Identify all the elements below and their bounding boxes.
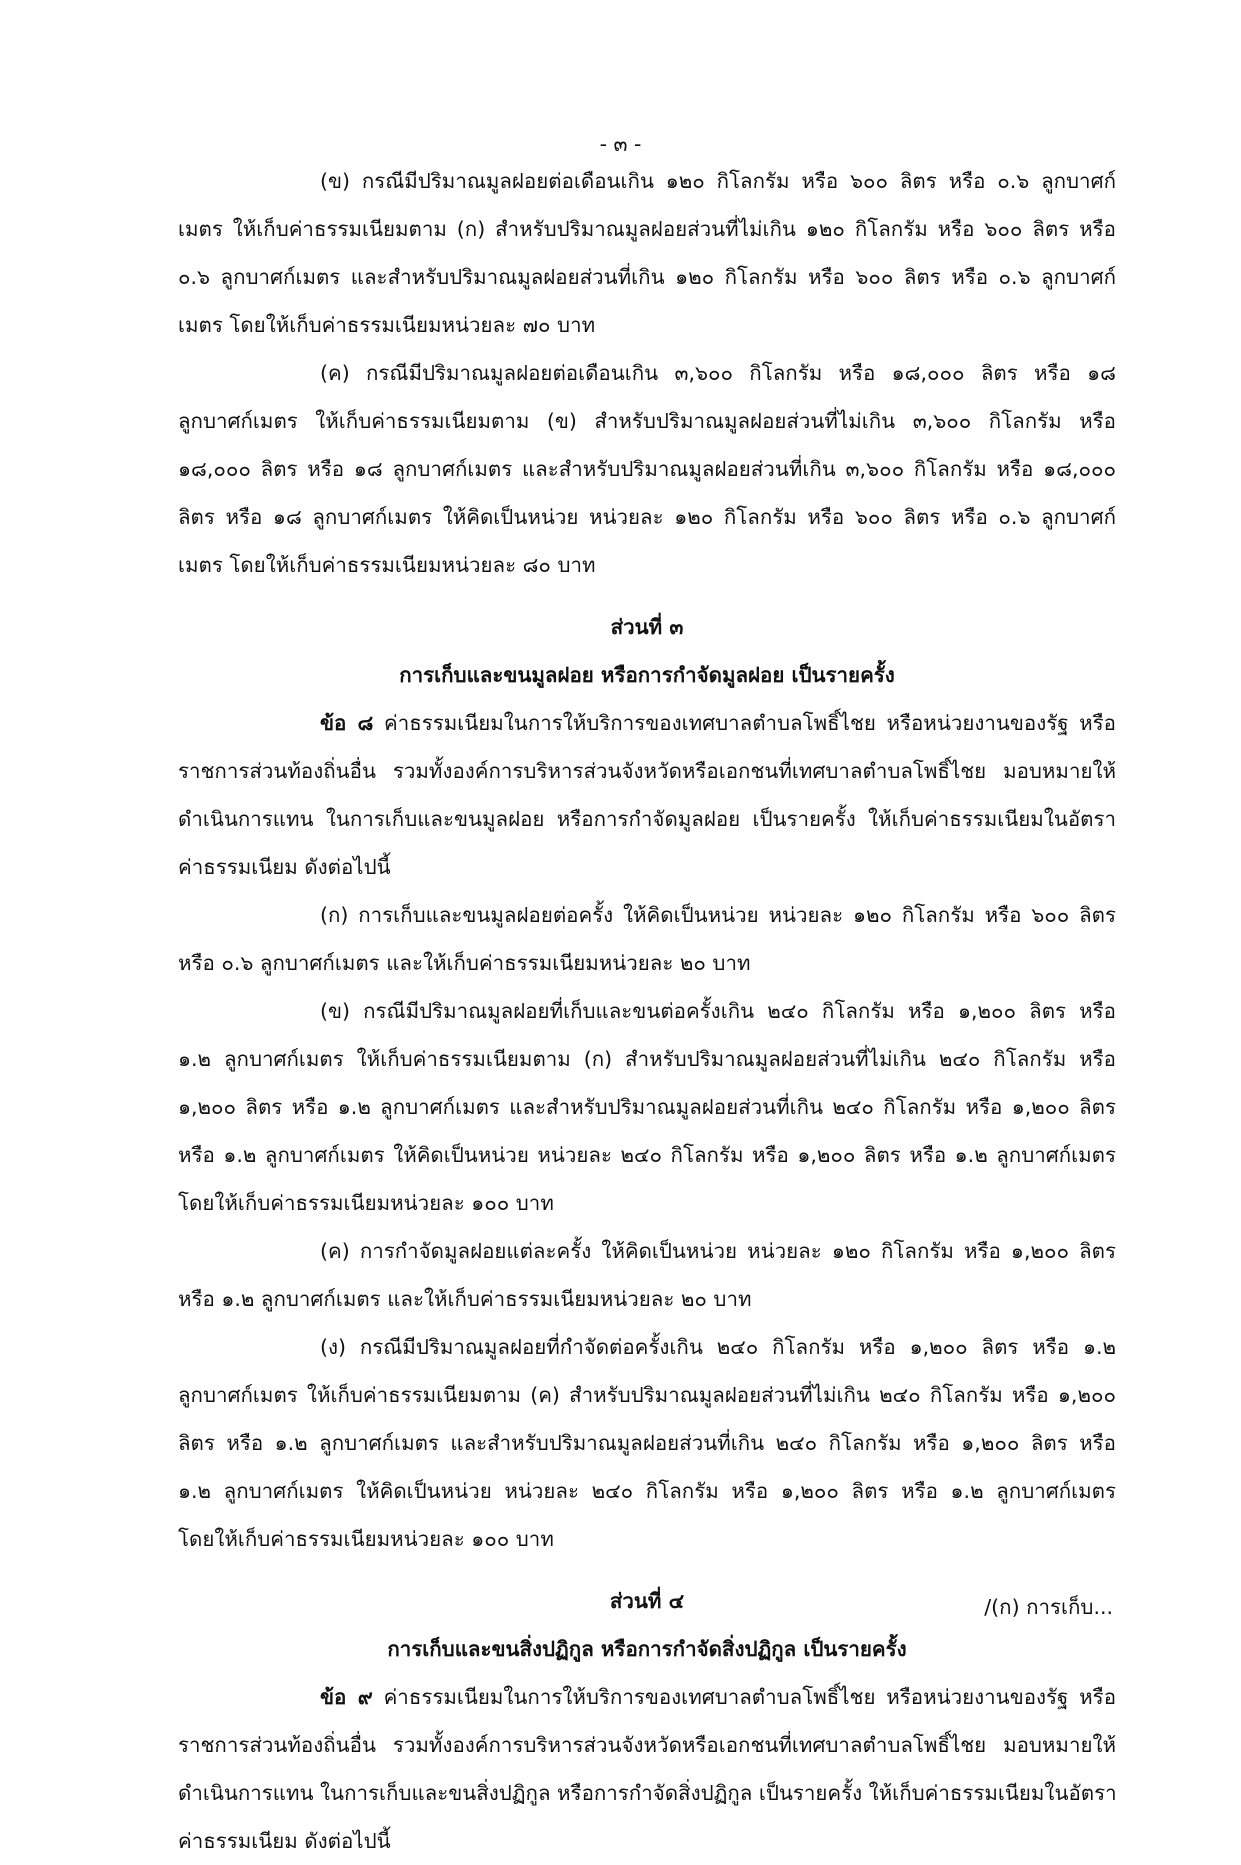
text-line: โดยให้เก็บค่าธรรมเนียมหน่วยละ ๑๐๐ บาท	[178, 1527, 554, 1551]
text-line: ๑.๒ ลูกบาศก์เมตร ให้คิดเป็นหน่วย หน่วยละ ๒๔๐ กิโลกรัม หรือ ๑,๒๐๐ ลิตร หรือ ๑.๒ ลูกบาศก์เมตร	[178, 1479, 1116, 1503]
text-line	[178, 1673, 1116, 1721]
paragraph	[178, 1227, 1116, 1323]
section-heading: ส่วนที่ ๓	[610, 615, 684, 639]
text-line: ค่าธรรมเนียม ดังต่อไปนี้	[178, 1829, 391, 1853]
text-line: ราชการส่วนท้องถิ่นอื่น รวมทั้งองค์การบริหารส่วนจังหวัดหรือเอกชนที่เทศบาลตำบลโพธิ์ไชย มอบหมายให้	[178, 1733, 1116, 1757]
text-line: ลูกบาศก์เมตร ให้เก็บค่าธรรมเนียมตาม (ค) สำหรับปริมาณมูลฝอยส่วนที่ไม่เกิน ๒๔๐ กิโลกรัม หรือ ๑,๒๐๐	[178, 1383, 1116, 1407]
text-line: ๑.๒ ลูกบาศก์เมตร ให้เก็บค่าธรรมเนียมตาม (ก) สำหรับปริมาณมูลฝอยส่วนที่ไม่เกิน ๒๔๐ กิโลกรัม หรือ	[178, 1047, 1116, 1071]
clause-number: ข้อ ๙	[320, 1685, 373, 1709]
text-line: ดำเนินการแทน ในการเก็บและขนมูลฝอย หรือการกำจัดมูลฝอย เป็นรายครั้ง ให้เก็บค่าธรรมเนียมในอัตรา	[178, 807, 1116, 831]
text-line: ลูกบาศก์เมตร ให้เก็บค่าธรรมเนียมตาม (ข) สำหรับปริมาณมูลฝอยส่วนที่ไม่เกิน ๓,๖๐๐ กิโลกรัม หรือ	[178, 409, 1116, 433]
paragraph	[178, 349, 1116, 589]
paragraph	[178, 157, 1116, 349]
section-heading: ส่วนที่ ๔	[609, 1589, 685, 1613]
text-line: โดยให้เก็บค่าธรรมเนียมหน่วยละ ๑๐๐ บาท	[178, 1191, 554, 1215]
paragraph	[178, 891, 1116, 987]
text-line: (ข) กรณีมีปริมาณมูลฝอยต่อเดือนเกิน ๑๒๐ กิโลกรัม หรือ ๖๐๐ ลิตร หรือ ๐.๖ ลูกบาศก์	[320, 169, 1116, 193]
text-line: (ค) การกำจัดมูลฝอยแต่ละครั้ง ให้คิดเป็นหน่วย หน่วยละ ๑๒๐ กิโลกรัม หรือ ๑,๒๐๐ ลิตร	[320, 1239, 1116, 1263]
paragraph	[178, 1673, 1116, 1865]
paragraph	[178, 699, 1116, 891]
text-line: (ง) กรณีมีปริมาณมูลฝอยที่กำจัดต่อครั้งเกิน ๒๔๐ กิโลกรัม หรือ ๑,๒๐๐ ลิตร หรือ ๑.๒	[320, 1335, 1116, 1359]
text-line: เมตร โดยให้เก็บค่าธรรมเนียมหน่วยละ ๗๐ บาท	[178, 313, 596, 337]
page-number: - ๓ -	[599, 132, 642, 156]
text-line: ๑๘,๐๐๐ ลิตร หรือ ๑๘ ลูกบาศก์เมตร และสำหรับปริมาณมูลฝอยส่วนที่เกิน ๓,๖๐๐ กิโลกรัม หรือ ๑๘,๐๐๐	[178, 457, 1116, 481]
text-line: (ก) การเก็บและขนมูลฝอยต่อครั้ง ให้คิดเป็นหน่วย หน่วยละ ๑๒๐ กิโลกรัม หรือ ๖๐๐ ลิตร	[320, 903, 1116, 927]
text-line: ลิตร หรือ ๑๘ ลูกบาศก์เมตร ให้คิดเป็นหน่วย หน่วยละ ๑๒๐ กิโลกรัม หรือ ๖๐๐ ลิตร หรือ ๐.๖ ลูกบาศก์	[178, 505, 1116, 529]
paragraph	[178, 987, 1116, 1227]
text-line: เมตร โดยให้เก็บค่าธรรมเนียมหน่วยละ ๘๐ บาท	[178, 553, 596, 577]
line-text: ค่าธรรมเนียมในการให้บริการของเทศบาลตำบลโพธิ์ไชย หรือหน่วยงานของรัฐ หรือ	[372, 1685, 1117, 1709]
text-line: ๐.๖ ลูกบาศก์เมตร และสำหรับปริมาณมูลฝอยส่วนที่เกิน ๑๒๐ กิโลกรัม หรือ ๖๐๐ ลิตร หรือ ๐.๖ ลูกบาศก์	[178, 265, 1116, 289]
text-line: (ข) กรณีมีปริมาณมูลฝอยที่เก็บและขนต่อครั้งเกิน ๒๔๐ กิโลกรัม หรือ ๑,๒๐๐ ลิตร หรือ	[320, 999, 1116, 1023]
document-body	[178, 157, 1116, 1865]
text-line	[178, 699, 1116, 747]
text-line: ลิตร หรือ ๑.๒ ลูกบาศก์เมตร และสำหรับปริมาณมูลฝอยส่วนที่เกิน ๒๔๐ กิโลกรัม หรือ ๑,๒๐๐ ลิตร หรือ	[178, 1431, 1116, 1455]
text-line: ดำเนินการแทน ในการเก็บและขนสิ่งปฏิกูล หรือการกำจัดสิ่งปฏิกูล เป็นรายครั้ง ให้เก็บค่าธรรมเนียมในอัตรา	[178, 1781, 1117, 1805]
paragraph	[178, 1323, 1116, 1563]
text-line: หรือ ๐.๖ ลูกบาศก์เมตร และให้เก็บค่าธรรมเนียมหน่วยละ ๒๐ บาท	[178, 951, 751, 975]
text-line: (ค) กรณีมีปริมาณมูลฝอยต่อเดือนเกิน ๓,๖๐๐ กิโลกรัม หรือ ๑๘,๐๐๐ ลิตร หรือ ๑๘	[320, 361, 1116, 385]
section-heading: การเก็บและขนมูลฝอย หรือการกำจัดมูลฝอย เป็นรายครั้ง	[399, 663, 895, 687]
continuation-note: /(ก) การเก็บ...	[984, 1595, 1113, 1619]
text-line: ราชการส่วนท้องถิ่นอื่น รวมทั้งองค์การบริหารส่วนจังหวัดหรือเอกชนที่เทศบาลตำบลโพธิ์ไชย มอบหมายให้	[178, 759, 1116, 783]
text-line: หรือ ๑.๒ ลูกบาศก์เมตร ให้คิดเป็นหน่วย หน่วยละ ๒๔๐ กิโลกรัม หรือ ๑,๒๐๐ ลิตร หรือ ๑.๒ ลูกบาศก์เมตร	[178, 1143, 1116, 1167]
text-line: ค่าธรรมเนียม ดังต่อไปนี้	[178, 855, 391, 879]
text-line: หรือ ๑.๒ ลูกบาศก์เมตร และให้เก็บค่าธรรมเนียมหน่วยละ ๒๐ บาท	[178, 1287, 752, 1311]
text-line: ๑,๒๐๐ ลิตร หรือ ๑.๒ ลูกบาศก์เมตร และสำหรับปริมาณมูลฝอยส่วนที่เกิน ๒๔๐ กิโลกรัม หรือ ๑,๒๐๐ ลิตร	[178, 1095, 1116, 1119]
section-heading: การเก็บและขนสิ่งปฏิกูล หรือการกำจัดสิ่งปฏิกูล เป็นรายครั้ง	[387, 1637, 907, 1661]
clause-number: ข้อ ๘	[320, 711, 374, 735]
line-text: ค่าธรรมเนียมในการให้บริการของเทศบาลตำบลโพธิ์ไชย หรือหน่วยงานของรัฐ หรือ	[373, 711, 1116, 735]
text-line: เมตร ให้เก็บค่าธรรมเนียมตาม (ก) สำหรับปริมาณมูลฝอยส่วนที่ไม่เกิน ๑๒๐ กิโลกรัม หรือ ๖๐๐ ลิตร หรือ	[178, 217, 1116, 241]
